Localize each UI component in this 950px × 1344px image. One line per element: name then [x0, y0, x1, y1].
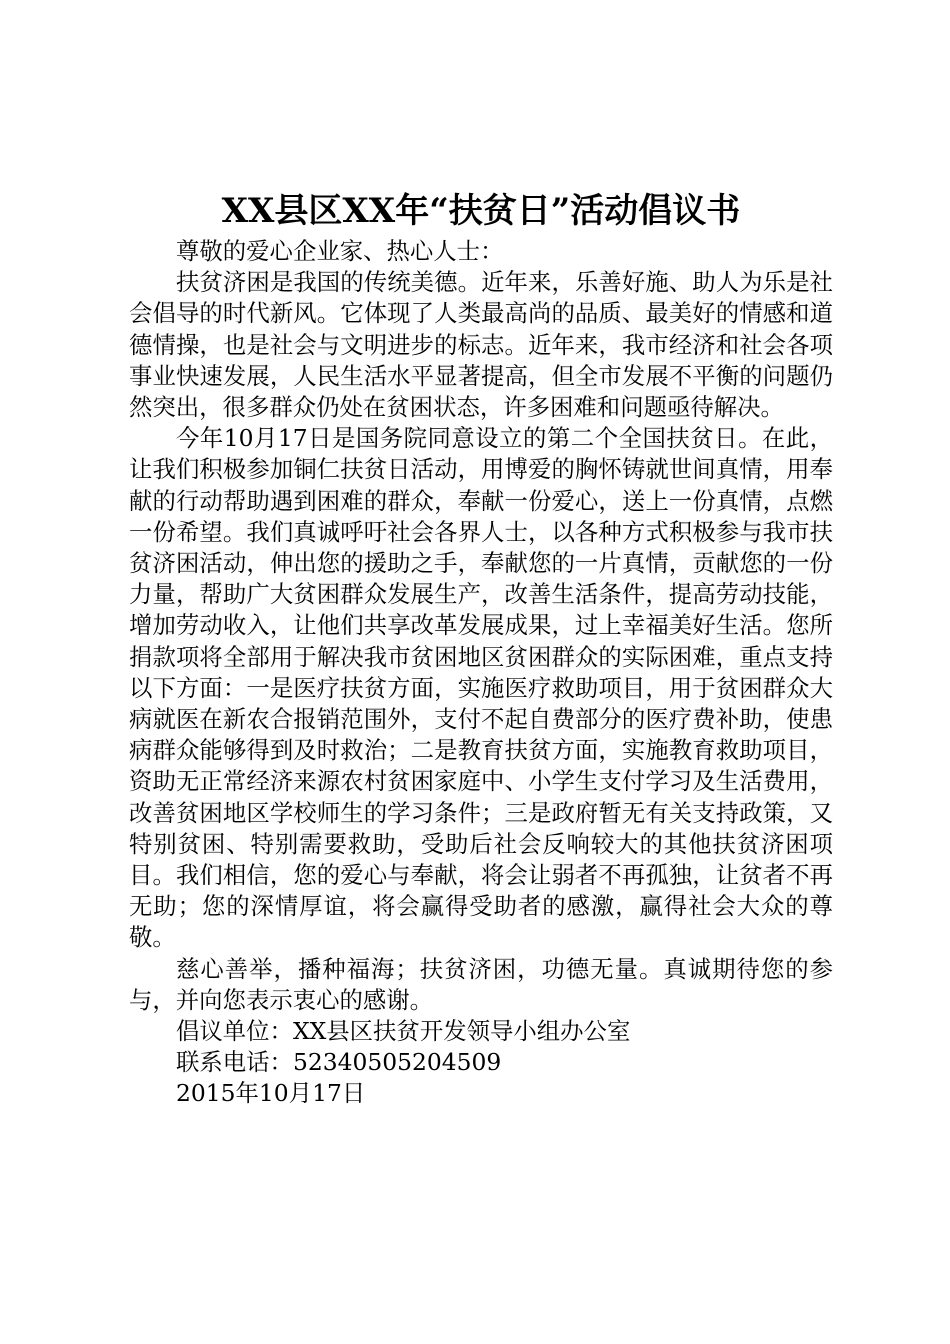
- document-date: 2015年10月17日: [176, 1079, 366, 1108]
- document-text: [129, 236, 833, 1110]
- sign-unit: 倡议单位：XX县区扶贫开发领导小组办公室: [176, 1017, 631, 1046]
- paragraph-intro: 扶贫济困是我国的传统美德。近年来，乐善好施、助人为乐是社会倡导的时代新风。它体现了人类最高尚的品质、最美好的情感和道德情操，也是社会与文明进步的标志。近年来，我市经济和社会各项事业快速发展，人民生活水平显著提高，但全市发展不平衡的问题仍然突出，很多群众仍处在贫困状态，许多困难和问题亟待解决。: [129, 268, 833, 422]
- contact-phone: 联系电话：52340505204509: [176, 1048, 502, 1077]
- salutation: 尊敬的爱心企业家、热心人士：: [176, 237, 504, 265]
- paragraph-appeal: 今年10月17日是国务院同意设立的第二个全国扶贫日。在此，让我们积极参加铜仁扶贫日活动，用博爱的胸怀铸就世间真情，用奉献的行动帮助遇到困难的群众，奉献一份爱心，送上一份真情，点燃一份希望。我们真诚呼吁社会各界人士，以各种方式积极参与我市扶贫济困活动，伸出您的援助之手，奉献您的一片真情，贡献您的一份力量，帮助广大贫困群众发展生产，改善生活条件，提高劳动技能，增加劳动收入，让他们共享改革发展成果，过上幸福美好生活。您所捐款项将全部用于解决我市贫困地区贫困群众的实际困难，重点支持以下方面：一是医疗扶贫方面，实施医疗救助项目，用于贫困群众大病就医在新农合报销范围外，支付不起自费部分的医疗费补助，使患病群众能够得到及时救治；二是教育扶贫方面，实施教育救助项目，资助无正常经济来源农村贫困家庭中、小学生支付学习及生活费用，改善贫困地区学校师生的学习条件；三是政府暂无有关支持政策，又特别贫困、特别需要救助，受助后社会反响较大的其他扶贫济困项目。我们相信，您的爱心与奉献，将会让弱者不再孤独，让贫者不再无助；您的深情厚谊，将会赢得受助者的感激，赢得社会大众的尊敬。: [129, 424, 833, 952]
- paragraph-closing: 慈心善举，播种福海；扶贫济困，功德无量。真诚期待您的参与，并向您表示衷心的感谢。: [129, 954, 833, 1014]
- document-body: [129, 186, 833, 1110]
- document-title: XX县区XX年“扶贫日”活动倡议书: [221, 191, 741, 231]
